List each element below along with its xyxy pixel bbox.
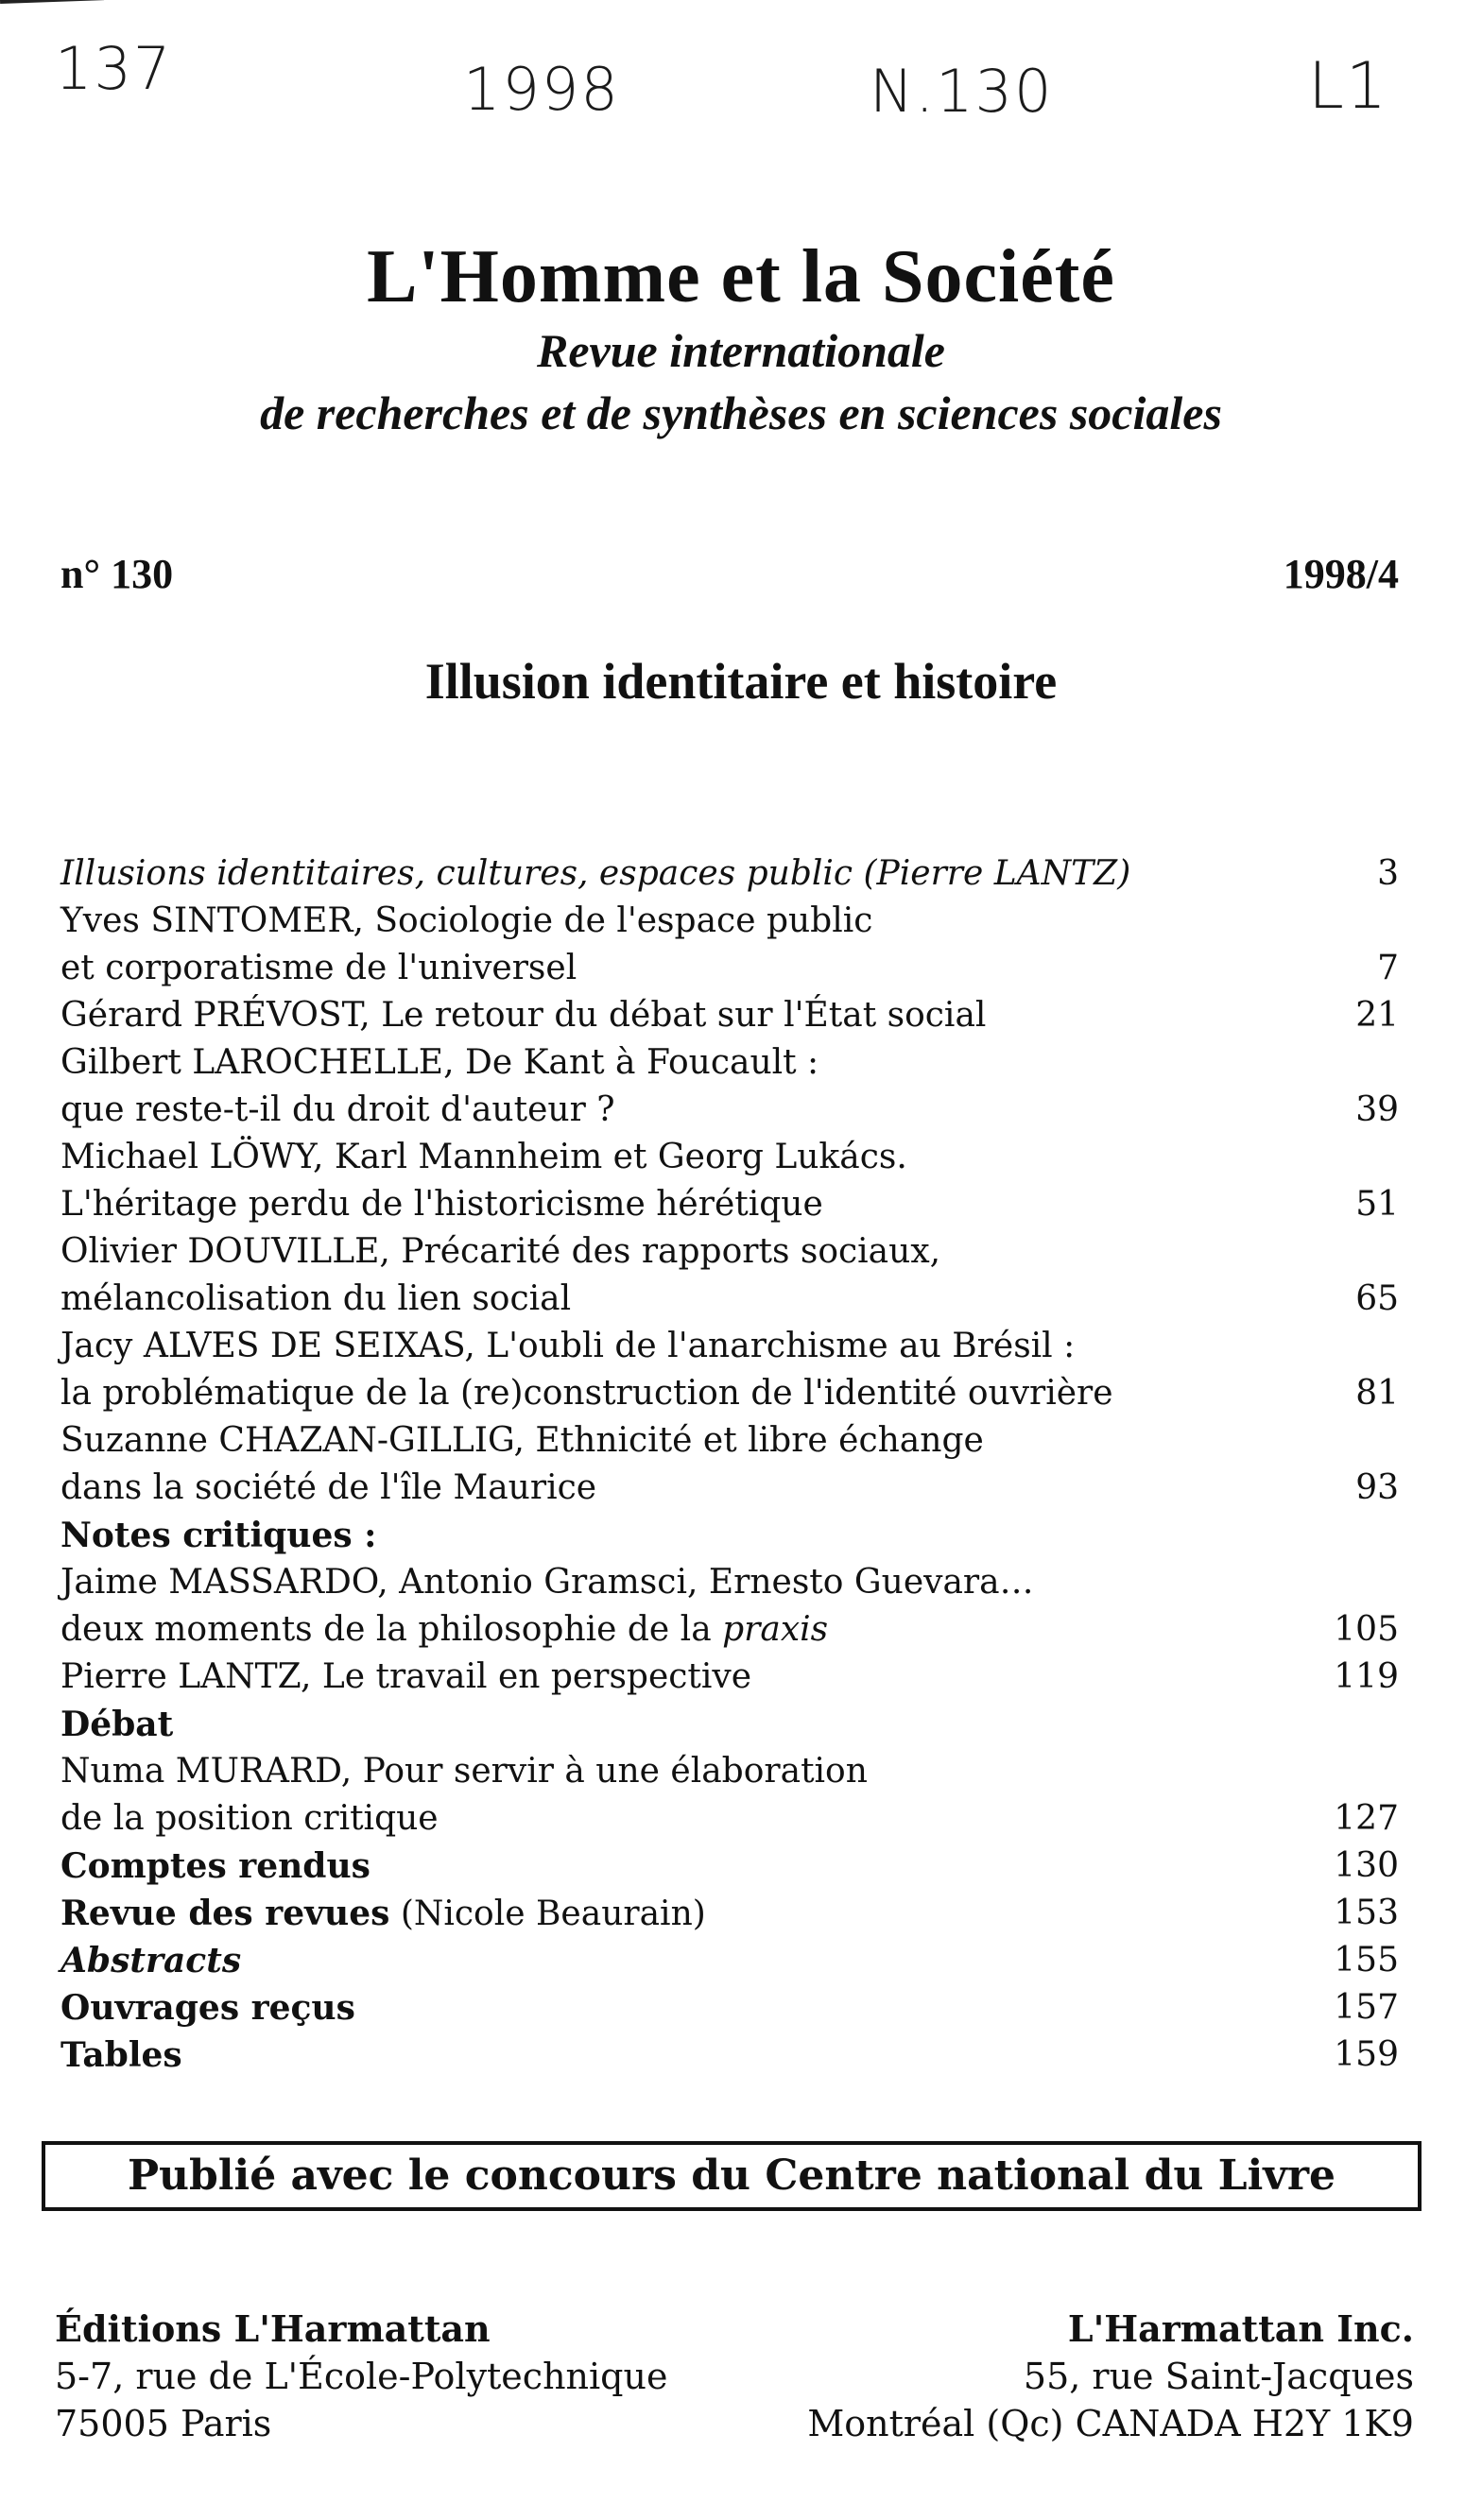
toc-entry-text-part: deux moments de la philosophie de la bbox=[60, 1610, 712, 1649]
publisher-name: Éditions L'Harmattan bbox=[55, 2307, 491, 2350]
toc-entry-text bbox=[60, 1890, 706, 1938]
toc-row bbox=[60, 1417, 1399, 1465]
toc-entry-text: Yves SINTOMER, Sociologie de l'espace public bbox=[60, 901, 873, 940]
toc-entry-text: et corporatisme de l'universel bbox=[60, 949, 577, 987]
toc-section-heading: Débat bbox=[60, 1705, 174, 1744]
toc-page-number: 157 bbox=[1334, 1988, 1399, 2027]
toc-entry-italic-part: praxis bbox=[722, 1610, 829, 1649]
toc-page-number: 7 bbox=[1377, 949, 1399, 987]
toc-page-number: 81 bbox=[1355, 1374, 1399, 1413]
toc-row bbox=[60, 1795, 1399, 1843]
publisher-address-line: 55, rue Saint-Jacques bbox=[1023, 2356, 1414, 2397]
toc-page-number: 93 bbox=[1355, 1468, 1399, 1507]
toc-page-number: 51 bbox=[1355, 1185, 1399, 1224]
toc-row bbox=[60, 1039, 1399, 1087]
toc-page-number: 130 bbox=[1334, 1846, 1399, 1885]
handwritten-note-3: N.130 bbox=[870, 57, 1054, 126]
toc-row bbox=[60, 1134, 1399, 1181]
toc-row bbox=[60, 992, 1399, 1039]
toc-entry-text: Pierre LANTZ, Le travail en perspective bbox=[60, 1657, 752, 1696]
toc-page-number: 3 bbox=[1377, 854, 1399, 893]
publisher-paris bbox=[55, 2306, 667, 2447]
toc-row bbox=[60, 1654, 1399, 1701]
toc-row bbox=[60, 898, 1399, 945]
toc-entry-text: mélancolisation du lien social bbox=[60, 1279, 572, 1318]
toc-section-heading: Tables bbox=[60, 2035, 182, 2075]
toc-row bbox=[60, 1370, 1399, 1417]
publisher-montreal bbox=[807, 2306, 1414, 2447]
toc-page-number: 65 bbox=[1355, 1279, 1399, 1318]
toc-section-heading: Abstracts bbox=[60, 1941, 242, 1980]
issue-number: n° 130 bbox=[60, 551, 174, 597]
toc-row bbox=[60, 1606, 1399, 1654]
toc-entry-text: Numa MURARD, Pour servir à une élaboration bbox=[60, 1752, 868, 1791]
toc-entry-text: Michael LÖWY, Karl Mannheim et Georg Lukács. bbox=[60, 1138, 907, 1176]
toc-row bbox=[60, 1937, 1399, 1984]
journal-subtitle-2: de recherches et de synthèses en sciences sociales bbox=[260, 386, 1222, 439]
toc-entry-text: Illusions identitaires, cultures, espaces public (Pierre LANTZ) bbox=[60, 854, 1131, 893]
toc-row bbox=[60, 1890, 1399, 1937]
journal-subtitle-1: Revue internationale bbox=[537, 324, 945, 377]
toc-entry-text: Gilbert LAROCHELLE, De Kant à Foucault : bbox=[60, 1043, 819, 1082]
toc-row bbox=[60, 1843, 1399, 1890]
toc-entry-text: Olivier DOUVILLE, Précarité des rapports sociaux, bbox=[60, 1232, 941, 1271]
toc-row bbox=[60, 850, 1399, 898]
publisher-address-line: 5-7, rue de L'École-Polytechnique bbox=[55, 2356, 668, 2397]
handwritten-note-1: 137 bbox=[55, 34, 173, 103]
toc-section-heading: Ouvrages reçus bbox=[60, 1988, 355, 2028]
toc-row bbox=[60, 1701, 1399, 1748]
support-notice-box: Publié avec le concours du Centre national du Livre bbox=[42, 2141, 1422, 2211]
toc-page-number: 21 bbox=[1355, 996, 1399, 1035]
handwritten-note-4: L1 bbox=[1308, 49, 1389, 124]
publisher-address-line: 75005 Paris bbox=[55, 2403, 272, 2444]
toc-page-number: 119 bbox=[1334, 1657, 1399, 1696]
toc-page-number: 155 bbox=[1334, 1941, 1399, 1980]
toc-row bbox=[60, 1512, 1399, 1559]
toc-section-heading: Notes critiques : bbox=[60, 1516, 377, 1555]
toc-section-heading: Comptes rendus bbox=[60, 1846, 370, 1886]
publisher-address-line: Montréal (Qc) CANADA H2Y 1K9 bbox=[807, 2403, 1414, 2444]
toc-row bbox=[60, 1181, 1399, 1228]
toc-entry-text: L'héritage perdu de l'historicisme hérétique bbox=[60, 1185, 823, 1224]
toc-entry-text: Jaime MASSARDO, Antonio Gramsci, Ernesto Guevara… bbox=[60, 1563, 1034, 1602]
toc-entry-text: Gérard PRÉVOST, Le retour du débat sur l'État social bbox=[60, 996, 987, 1035]
toc-row bbox=[60, 1087, 1399, 1134]
toc-row bbox=[60, 1465, 1399, 1512]
toc-page-number: 159 bbox=[1334, 2035, 1399, 2074]
publisher-name: L'Harmattan Inc. bbox=[1067, 2307, 1414, 2350]
toc-entry-text: Suzanne CHAZAN-GILLIG, Ethnicité et libre échange bbox=[60, 1421, 984, 1460]
toc-page-number: 39 bbox=[1355, 1090, 1399, 1129]
issue-date: 1998/4 bbox=[1283, 551, 1399, 597]
toc-section-heading: Revue des revues bbox=[60, 1894, 390, 1933]
toc-entry-text: Jacy ALVES DE SEIXAS, L'oubli de l'anarchisme au Brésil : bbox=[60, 1327, 1076, 1365]
journal-title: L'Homme et la Société bbox=[367, 235, 1115, 318]
toc-page-number: 105 bbox=[1334, 1610, 1399, 1649]
toc-entry-text bbox=[60, 1606, 828, 1654]
toc-row bbox=[60, 2031, 1399, 2079]
toc-row bbox=[60, 1323, 1399, 1370]
toc-entry-text: dans la société de l'île Maurice bbox=[60, 1468, 597, 1507]
table-of-contents bbox=[60, 850, 1399, 2079]
toc-page-number: 127 bbox=[1334, 1799, 1399, 1838]
toc-row bbox=[60, 1984, 1399, 2031]
toc-entry-text-part: (Nicole Beaurain) bbox=[389, 1894, 706, 1933]
issue-theme: Illusion identitaire et histoire bbox=[424, 653, 1058, 710]
toc-page-number: 153 bbox=[1334, 1894, 1399, 1932]
handwritten-note-2: 1998 bbox=[463, 55, 620, 124]
toc-entry-text: que reste-t-il du droit d'auteur ? bbox=[60, 1090, 615, 1129]
toc-row bbox=[60, 1228, 1399, 1276]
scan-corner-mark bbox=[0, 0, 104, 13]
toc-entry-text: la problématique de la (re)construction de l'identité ouvrière bbox=[60, 1374, 1113, 1413]
toc-row bbox=[60, 1559, 1399, 1606]
toc-entry-text: de la position critique bbox=[60, 1799, 439, 1838]
toc-row bbox=[60, 1276, 1399, 1323]
toc-row bbox=[60, 1748, 1399, 1795]
toc-row bbox=[60, 945, 1399, 992]
